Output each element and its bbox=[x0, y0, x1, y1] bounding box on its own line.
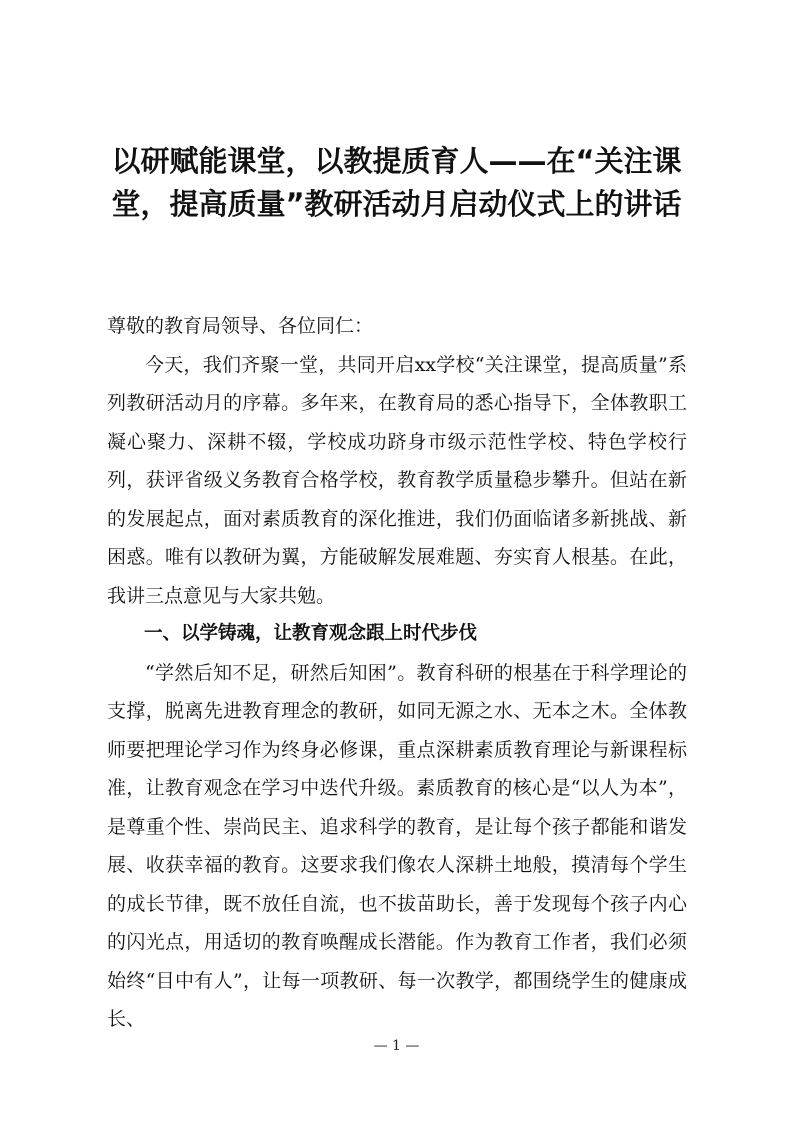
document-title: 以研赋能课堂，以教提质育人——在“关注课堂，提高质量”教研活动月启动仪式上的讲话 bbox=[111, 144, 682, 221]
salutation: 尊敬的教育局领导、各位同仁： bbox=[107, 315, 374, 337]
document-body bbox=[107, 307, 687, 1039]
page-number: — 1 — bbox=[373, 1038, 420, 1054]
paragraph-section-1: “学然后知不足，研然后知困”。教育科研的根基在于科学理论的支撑，脱离先进教育理念的教研，如同无源之水、无本之木。全体教师要把理论学习作为终身必修课，重点深耕素质教育理论与新课程标准，让教育观念在学习中迭代升级。素质教育的核心是“以人为本”，是尊重个性、崇尚民主、追求科学的教育，是让每个孩子都能和谐发展、收获幸福的教育。这要求我们像农人深耕土地般，摸清每个学生的成长节律，既不放任自流，也不拔苗助长，善于发现每个孩子内心的闪光点，用适切的教育唤醒成长潜能。作为教育工作者，我们必须始终“目中有人”，让每一项教研、每一次教学，都围绕学生的健康成长、 bbox=[107, 661, 687, 1030]
section-heading-1: 一、以学铸魂，让教育观念跟上时代步伐 bbox=[144, 623, 478, 644]
paragraph-intro: 今天，我们齐聚一堂，共同开启xx学校“关注课堂，提高质量”系列教研活动月的序幕。多年来，在教育局的悉心指导下，全体教职工凝心聚力、深耕不辍，学校成功跻身市级示范性学校、特色学校行列，获评省级义务教育合格学校，教育教学质量稳步攀升。但站在新的发展起点，面对素质教育的深化推进，我们仍面临诸多新挑战、新困惑。唯有以教研为翼，方能破解发展难题、夯实育人根基。在此，我讲三点意见与大家共勉。 bbox=[107, 353, 687, 607]
